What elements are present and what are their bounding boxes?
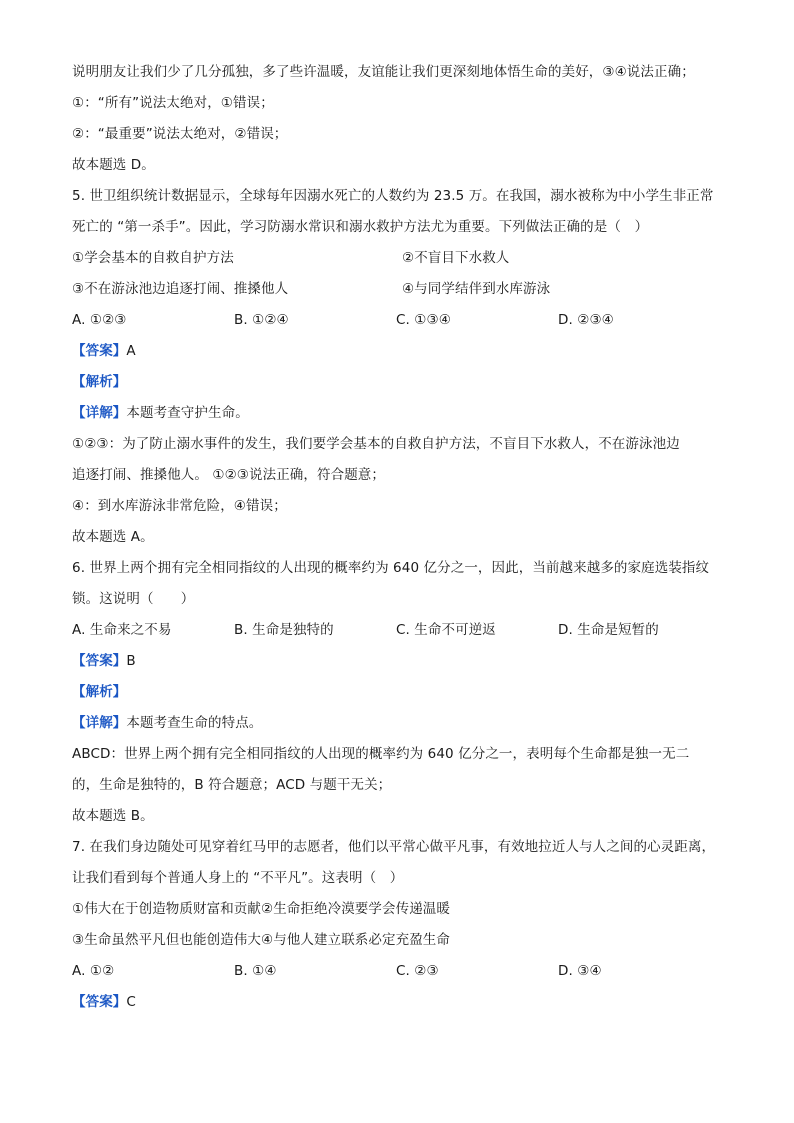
analysis-line [72, 682, 732, 702]
option-a: A. ①②③ [72, 312, 127, 328]
explanation-line: ①②③：为了防止溺水事件的发生，我们要学会基本的自救自护方法，不盲目下水救人，不在游泳池边 [72, 436, 680, 452]
text-line: ②：“最重要”说法太绝对，②错误； [72, 126, 288, 142]
answer-value: B [126, 653, 136, 669]
detail-text: 本题考查生命的特点。 [126, 715, 263, 731]
item: ①学会基本的自救自护方法 [72, 250, 234, 266]
question-7-items: ①伟大在于创造物质财富和贡献②生命拒绝冷漠要学会传递温暖 [72, 901, 451, 917]
question-5-stem: 死亡的 “第一杀手”。因此，学习防溺水常识和溺水救护方法尤为重要。下列做法正确的是（ ） [72, 219, 649, 235]
question-5-items [72, 248, 732, 268]
option-b: B. ①②④ [234, 312, 289, 328]
question-7-stem: 让我们看到每个普通人身上的 “不平凡”。这表明（ ） [72, 870, 404, 886]
answer-line [72, 651, 732, 671]
explanation-line: 追逐打闹、推搡他人。 ①②③说法正确，符合题意； [72, 467, 385, 483]
question-7-items: ③生命虽然平凡但也能创造伟大④与他人建立联系必定充盈生命 [72, 932, 451, 948]
answer-tag: 【答案】 [72, 343, 127, 359]
answer-value: C [126, 994, 136, 1010]
item: ④与同学结伴到水库游泳 [402, 281, 551, 297]
text-line: 故本题选 D。 [72, 157, 155, 173]
answer-tag: 【答案】 [72, 653, 127, 669]
option-d: D. ②③④ [558, 312, 614, 328]
explanation-line: 的，生命是独特的，B 符合题意；ACD 与题干无关； [72, 777, 392, 793]
question-7-stem: 7. 在我们身边随处可见穿着红马甲的志愿者，他们以平常心做平凡事，有效地拉近人与人之间的心灵距离， [72, 839, 716, 855]
option-c: C. 生命不可逆返 [396, 622, 496, 638]
detail-tag: 【详解】 [72, 715, 127, 731]
detail-line [72, 713, 732, 733]
question-7-options [72, 961, 732, 981]
analysis-line [72, 372, 732, 392]
analysis-tag: 【解析】 [72, 374, 127, 390]
option-d: D. 生命是短暂的 [558, 622, 659, 638]
question-5-items [72, 279, 732, 299]
document-page [72, 62, 732, 1012]
analysis-tag: 【解析】 [72, 684, 127, 700]
item: ③不在游泳池边追逐打闹、推搡他人 [72, 281, 289, 297]
question-5-options [72, 310, 732, 330]
explanation-line: ABCD：世界上两个拥有完全相同指纹的人出现的概率约为 640 亿分之一，表明每个生命都是独一无二 [72, 746, 690, 762]
option-a: A. ①② [72, 963, 115, 979]
detail-line [72, 403, 732, 423]
text-line: ①：“所有”说法太绝对，①错误； [72, 95, 274, 111]
answer-line [72, 341, 732, 361]
option-c: C. ②③ [396, 963, 439, 979]
item: ②不盲目下水救人 [402, 250, 510, 266]
conclusion-line: 故本题选 A。 [72, 529, 154, 545]
option-c: C. ①③④ [396, 312, 451, 328]
option-a: A. 生命来之不易 [72, 622, 172, 638]
conclusion-line: 故本题选 B。 [72, 808, 154, 824]
question-6-options [72, 620, 732, 640]
option-b: B. ①④ [234, 963, 277, 979]
text-line: 说明朋友让我们少了几分孤独，多了些许温暖，友谊能让我们更深刻地体悟生命的美好，③④说法正确； [72, 64, 695, 80]
detail-tag: 【详解】 [72, 405, 127, 421]
question-6-stem: 6. 世界上两个拥有完全相同指纹的人出现的概率约为 640 亿分之一，因此，当前越来越多的家庭选装指纹 [72, 560, 710, 576]
answer-value: A [126, 343, 136, 359]
explanation-line: ④：到水库游泳非常危险，④错误； [72, 498, 287, 514]
option-d: D. ③④ [558, 963, 602, 979]
answer-tag: 【答案】 [72, 994, 127, 1010]
option-b: B. 生命是独特的 [234, 622, 334, 638]
answer-line [72, 992, 732, 1012]
question-6-stem: 锁。这说明（ ） [72, 591, 195, 607]
question-5-stem: 5. 世卫组织统计数据显示，全球每年因溺水死亡的人数约为 23.5 万。在我国，溺水被称为中小学生非正常 [72, 188, 714, 204]
detail-text: 本题考查守护生命。 [126, 405, 249, 421]
